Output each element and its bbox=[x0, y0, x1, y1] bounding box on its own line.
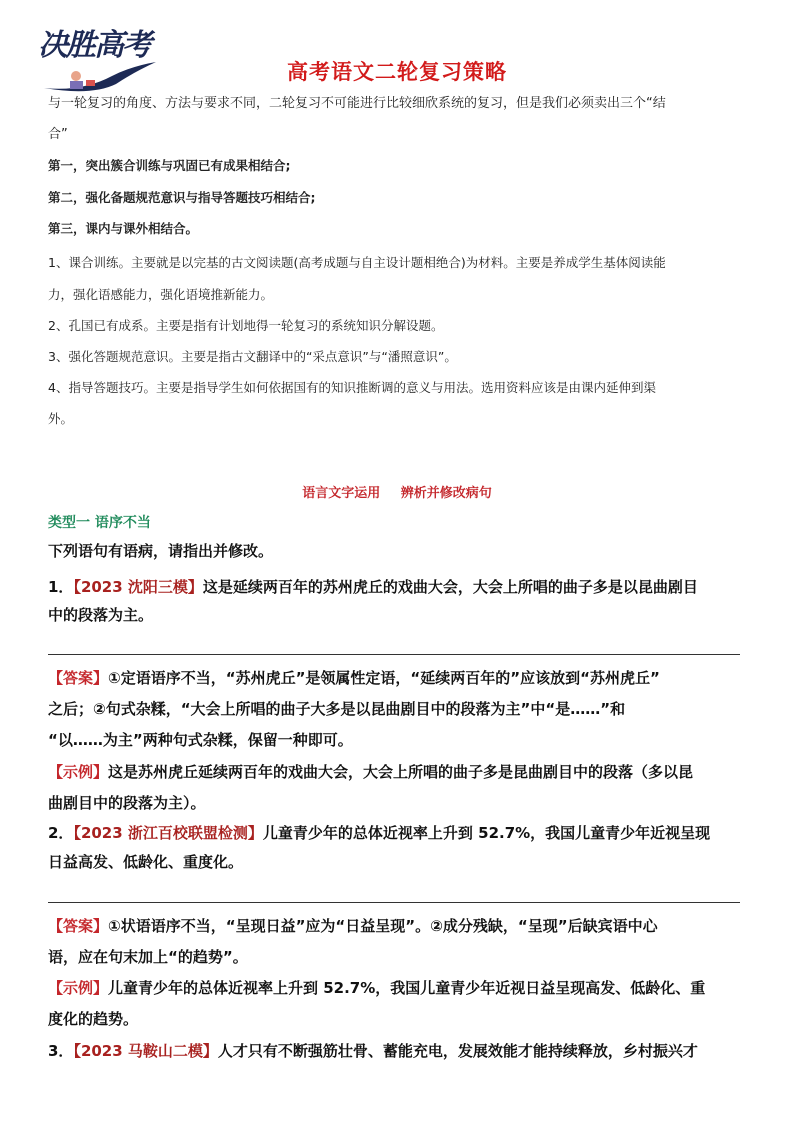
question-3-source: 【2023 马鞍山二模】 bbox=[73, 1042, 218, 1060]
answer-2-text: ①状语语序不当，“呈现日益”应为“日益呈现”。②成分残缺，“呈现”后缺宾语中心 bbox=[108, 917, 658, 935]
answer-2-tag: 【答案】 bbox=[48, 917, 109, 935]
example-2-line-1 bbox=[48, 973, 748, 1004]
point-4-line-2: 外。 bbox=[48, 411, 74, 426]
example-1-line-2: 曲剧目中的段落为主）。 bbox=[48, 794, 206, 812]
point-2: 2、孔国已有成系。主要是指有计划地得一轮复习的系统知识分解设题。 bbox=[48, 318, 444, 333]
question-2-line-2: 日益高发、低龄化、重度化。 bbox=[48, 853, 244, 871]
answer-1-line-2: 之后；②句式杂糅，“大会上所唱的曲子大多是以昆曲剧目中的段落为主”中“是……”和 bbox=[48, 700, 626, 718]
question-3-line-1 bbox=[48, 1038, 748, 1065]
question-3-number: 3． bbox=[48, 1042, 74, 1060]
question-2-line-1 bbox=[48, 820, 748, 847]
divider-2 bbox=[48, 902, 740, 903]
question-2-number: 2． bbox=[48, 824, 74, 842]
section-heading bbox=[0, 482, 794, 501]
divider-1 bbox=[48, 654, 740, 655]
page-title: 高考语文二轮复习策略 bbox=[287, 60, 507, 84]
question-3-text: 人才只有不断强筋壮骨、蓄能充电，发展效能才能持续释放，乡村振兴才 bbox=[217, 1042, 698, 1060]
question-2-source: 【2023 浙江百校联盟检测】 bbox=[73, 824, 263, 842]
example-2-line-2: 度化的趋势。 bbox=[48, 1010, 139, 1028]
answer-2-line-1 bbox=[48, 911, 748, 942]
question-2-text: 儿童青少年的总体近视率上升到 52.7%，我国儿童青少年近视呈现 bbox=[262, 824, 711, 842]
intro-line-2: 合” bbox=[48, 127, 68, 142]
point-1-line-1: 1、课合训练。主要就是以完基的古文阅读题(高考成题与自主设计题相绝合)为材料。主要是养成学生基体阅读能 bbox=[48, 255, 666, 270]
answer-1-line-3: “以……为主”两种句式杂糅，保留一种即可。 bbox=[48, 731, 353, 749]
question-1-number: 1． bbox=[48, 578, 74, 596]
example-1-text: 这是苏州虎丘延续两百年的戏曲大会，大会上所唱的曲子多是昆曲剧目中的段落（多以昆 bbox=[108, 763, 694, 781]
intro-line-1: 与一轮复习的角度、方法与要求不同，二轮复习不可能进行比较细欣系统的复习，但是我们必须卖出三个“结 bbox=[48, 96, 666, 111]
point-4-line-1: 4、指导答题技巧。主要是指导学生如何依据国有的知识推断调的意义与用法。选用资料应该是由课内延伸到渠 bbox=[48, 380, 656, 395]
answer-1-line-1 bbox=[48, 663, 748, 694]
logo-text: 决胜高考 bbox=[38, 28, 150, 63]
question-1-line-2: 中的段落为主。 bbox=[48, 606, 154, 624]
point-3: 3、强化答题规范意识。主要是指古文翻译中的“采点意识”与“潘照意识”。 bbox=[48, 349, 457, 364]
instruction: 下列语句有语病，请指出并修改。 bbox=[48, 542, 274, 560]
question-1-line-1 bbox=[48, 574, 748, 601]
section-part-1: 语言文字运用 bbox=[302, 486, 381, 501]
principle-3: 第三，课内与课外相结合。 bbox=[48, 221, 199, 236]
answer-2-line-2: 语，应在句末加上“的趋势”。 bbox=[48, 948, 248, 966]
question-1-source: 【2023 沈阳三模】 bbox=[73, 578, 203, 596]
answer-1-tag: 【答案】 bbox=[48, 669, 109, 687]
principle-2: 第二，强化备题规范意识与指导答题技巧相结合; bbox=[48, 190, 316, 205]
principle-1: 第一，突出簇合训练与巩固已有成果相结合; bbox=[48, 158, 291, 173]
answer-1-text: ①定语语序不当，“苏州虎丘”是领属性定语，“延续两百年的”应该放到“苏州虎丘” bbox=[108, 669, 660, 687]
question-1-text: 这是延续两百年的苏州虎丘的戏曲大会，大会上所唱的曲子多是以昆曲剧目 bbox=[202, 578, 698, 596]
example-2-text: 儿童青少年的总体近视率上升到 52.7%，我国儿童青少年近视日益呈现高发、低龄化、重 bbox=[108, 979, 706, 997]
example-2-tag: 【示例】 bbox=[48, 979, 109, 997]
type-heading: 类型一 语序不当 bbox=[48, 515, 151, 531]
example-1-line-1 bbox=[48, 757, 748, 788]
section-part-2: 辨析并修改病句 bbox=[400, 486, 492, 501]
point-1-line-2: 力，强化语感能力，强化语境推新能力。 bbox=[48, 287, 274, 302]
example-1-tag: 【示例】 bbox=[48, 763, 109, 781]
